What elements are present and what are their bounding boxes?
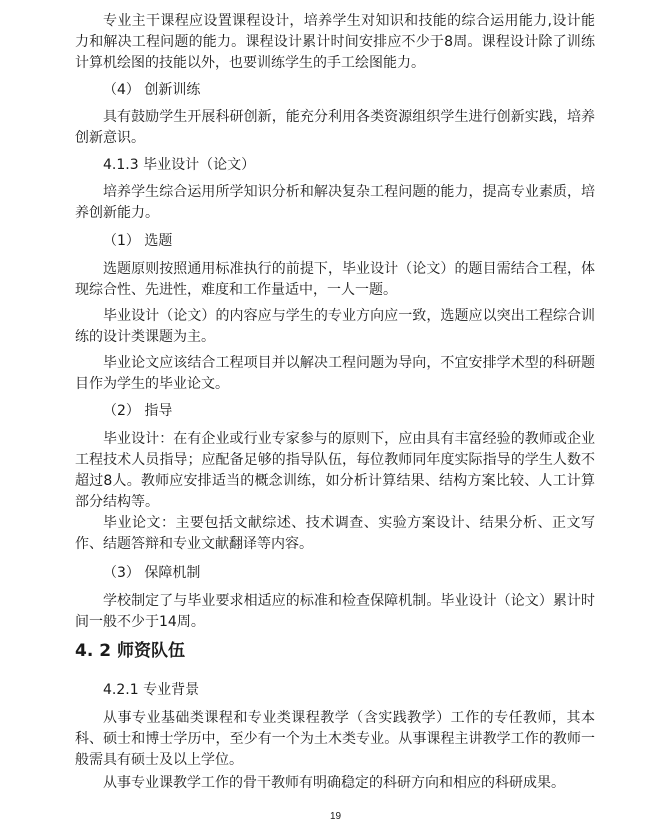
paragraph-thesis-paper: 毕业论文应该结合工程项目并以解决工程问题为导向，不宜安排学术型的科研题目作为学生的毕业论文。: [75, 355, 595, 392]
paragraph-course-design: 专业主干课程应设置课程设计，培养学生对知识和技能的综合运用能力,设计能力和解决工程问题的能力。课程设计累计时间安排应不少于8周。课程设计除了训练计算机绘图的技能以外，也要训练学生的手工绘图能力。: [75, 13, 595, 71]
section-heading-faculty: 4. 2 师资队伍: [75, 641, 185, 661]
page-number: 19: [329, 811, 342, 822]
heading-4-1-3: 4.1.3 毕业设计（论文）: [103, 157, 256, 173]
paragraph-background: 从事专业基础类课程和专业类课程教学（含实践教学）工作的专任教师，其本科、硕士和博士学历中，至少有一个为土木类专业。从事课程主讲教学工作的教师一般需具有硕士及以上学位。: [75, 710, 595, 768]
paragraph-topic-principle: 选题原则按照通用标准执行的前提下，毕业设计（论文）的题目需结合工程，体现综合性、先进性，难度和工作量适中，一人一题。: [75, 261, 595, 298]
heading-4-2-1: 4.2.1 专业背景: [103, 682, 200, 698]
paragraph-research: 从事专业课教学工作的骨干教师有明确稳定的科研方向和相应的科研成果。: [103, 775, 565, 791]
heading-guarantee: （3） 保障机制: [103, 565, 201, 581]
heading-topic-selection: （1） 选题: [103, 233, 173, 249]
paragraph-innovation: 具有鼓励学生开展科研创新，能充分利用各类资源组织学生进行创新实践，培养创新意识。: [75, 109, 595, 146]
paragraph-guarantee: 学校制定了与毕业要求相适应的标准和检查保障机制。毕业设计（论文）累计时间一般不少于14周。: [75, 593, 595, 630]
paragraph-guidance-paper: 毕业论文：主要包括文献综述、技术调查、实验方案设计、结果分析、正文写作、结题答辩和专业文献翻译等内容。: [75, 515, 595, 552]
heading-guidance: （2） 指导: [103, 403, 173, 419]
paragraph-guidance-design: 毕业设计：在有企业或行业专家参与的原则下，应由具有丰富经验的教师或企业工程技术人员指导；应配备足够的指导队伍，每位教师同年度实际指导的学生人数不超过8人。教师应安排适当的概念训练，如分析计算结果、结构方案比较、人工计算部分结构等。: [75, 431, 595, 510]
heading-innovation-training: （4） 创新训练: [103, 82, 201, 98]
paragraph-thesis-goal: 培养学生综合运用所学知识分析和解决复杂工程问题的能力，提高专业素质，培养创新能力。: [75, 184, 595, 221]
paragraph-thesis-content: 毕业设计（论文）的内容应与学生的专业方向应一致，选题应以突出工程综合训练的设计类课题为主。: [75, 308, 595, 345]
